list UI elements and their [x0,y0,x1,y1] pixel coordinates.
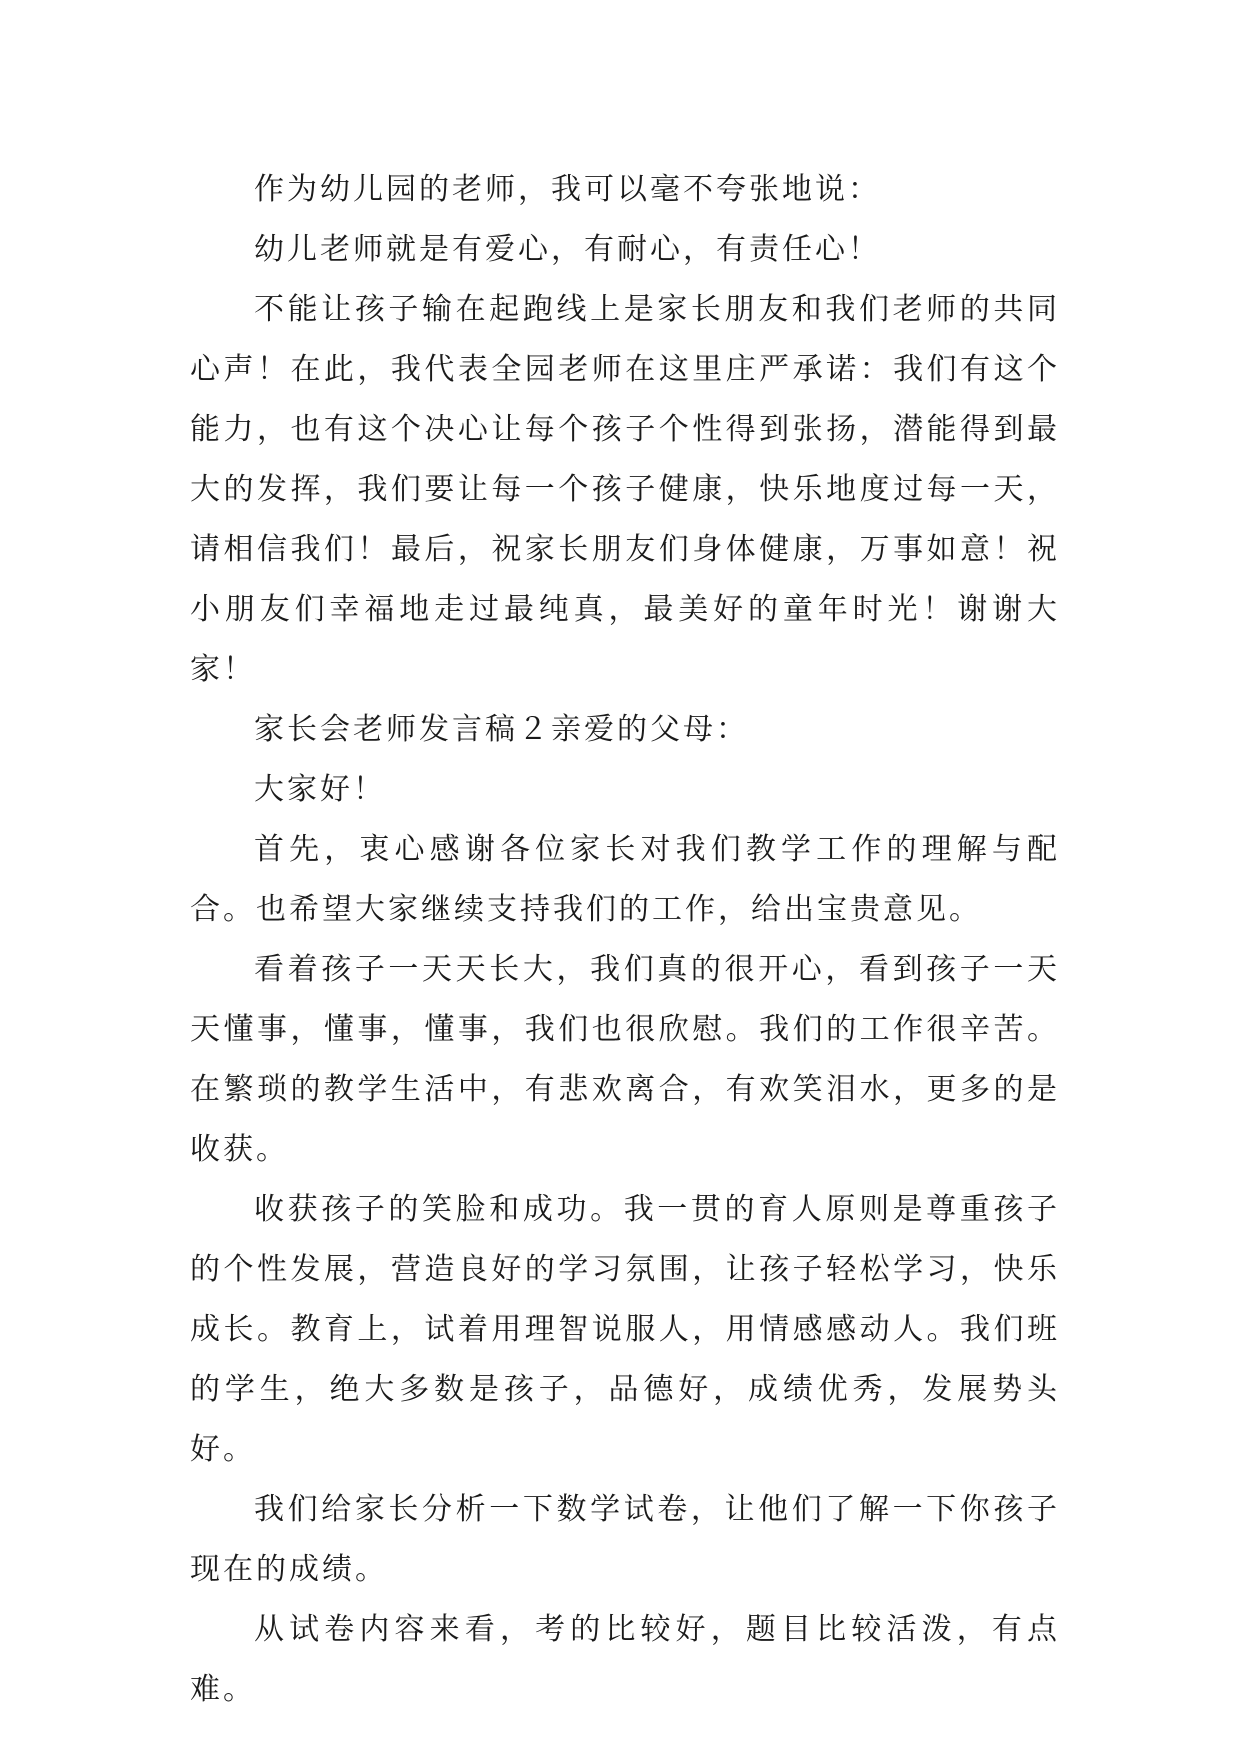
paragraph-10: 从试卷内容来看，考的比较好，题目比较活泼，有点难。 [190,1612,1060,1707]
paragraph-5: 大家好！ [254,772,386,807]
paragraph-7: 看着孩子一天天长大，我们真的很开心，看到孩子一天天懂事，懂事，懂事，我们也很欣慰。我们的工作很辛苦。在繁琐的教学生活中，有悲欢离合，有欢笑泪水，更多的是收获。 [190,952,1060,1167]
document-body [190,160,1060,1720]
paragraph-9: 我们给家长分析一下数学试卷，让他们了解一下你孩子现在的成绩。 [190,1492,1060,1587]
paragraph-2: 幼儿老师就是有爱心，有耐心，有责任心！ [254,232,881,267]
paragraph-8: 收获孩子的笑脸和成功。我一贯的育人原则是尊重孩子的个性发展，营造良好的学习氛围，让孩子轻松学习，快乐成长。教育上，试着用理智说服人，用情感感动人。我们班的学生，绝大多数是孩子，品德好，成绩优秀，发展势头好。 [190,1192,1060,1467]
paragraph-1: 作为幼儿园的老师，我可以毫不夸张地说： [254,172,881,207]
paragraph-3: 不能让孩子输在起跑线上是家长朋友和我们老师的共同心声！在此，我代表全园老师在这里庄严承诺：我们有这个能力，也有这个决心让每个孩子个性得到张扬，潜能得到最大的发挥，我们要让每一个孩子健康，快乐地度过每一天，请相信我们！最后，祝家长朋友们身体健康，万事如意！祝小朋友们幸福地走过最纯真，最美好的童年时光！谢谢大家！ [190,292,1060,687]
paragraph-4: 家长会老师发言稿２亲爱的父母： [254,712,749,747]
paragraph-6: 首先，衷心感谢各位家长对我们教学工作的理解与配合。也希望大家继续支持我们的工作，给出宝贵意见。 [190,832,1060,927]
